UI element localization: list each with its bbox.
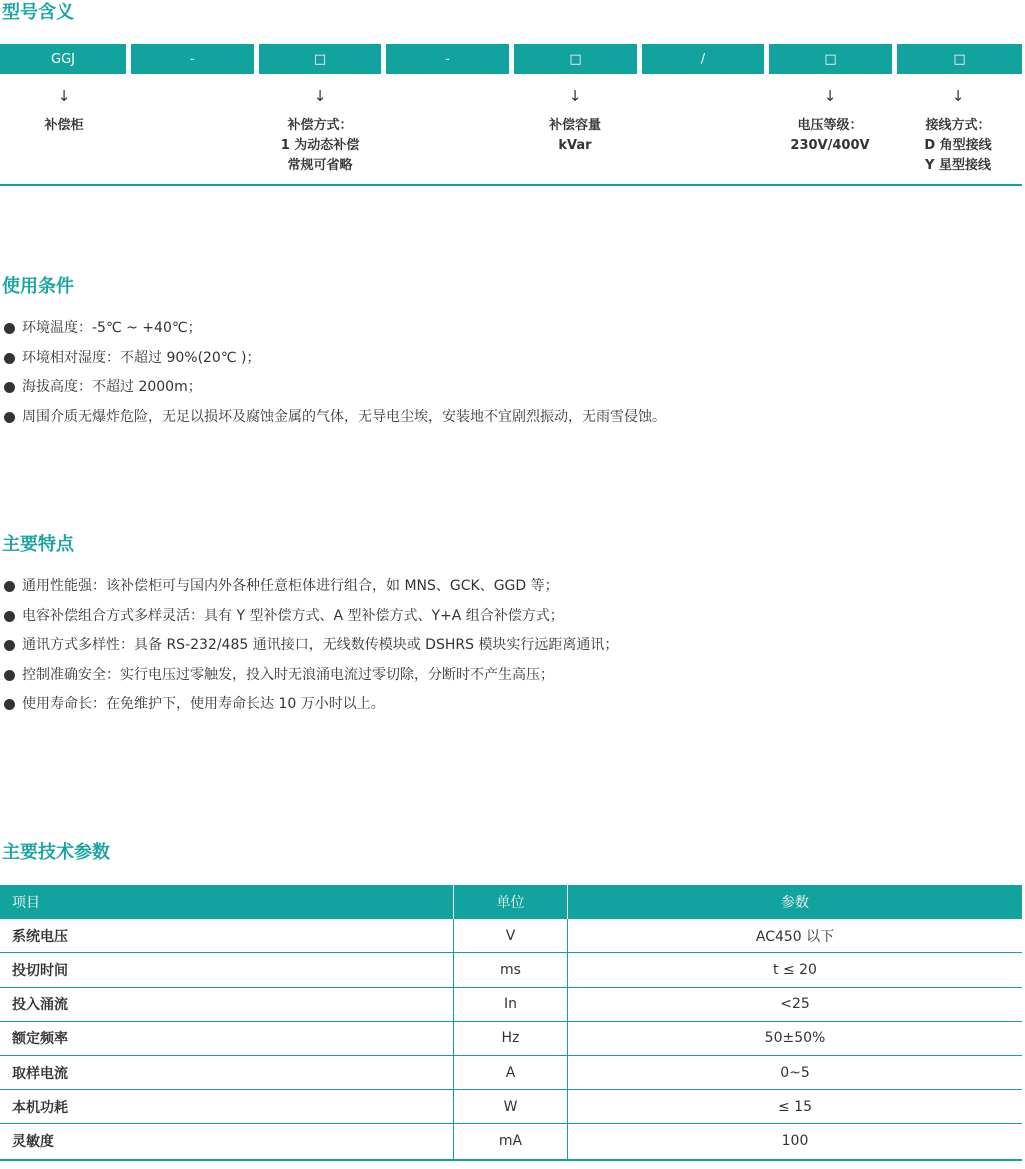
table-header-row — [0, 885, 1022, 919]
cell-item: 取样电流 — [0, 1056, 454, 1089]
table-row — [0, 1022, 1022, 1056]
cell-item: 灵敏度 — [0, 1124, 454, 1158]
list-item: 电容补偿组合方式多样灵活：具有 Y 型补偿方式、A 型补偿方式、Y+A 组合补偿方式； — [4, 606, 618, 636]
section-title-features: 主要特点 — [2, 534, 74, 555]
cell-item: 系统电压 — [0, 919, 454, 952]
desc-line: 电压等级： — [797, 118, 863, 133]
list-item: 环境相对湿度：不超过 90%(20℃ )； — [4, 348, 666, 378]
list-item: 周围介质无爆炸危险，无足以损坏及腐蚀金属的气体，无导电尘埃，安装地不宜剧烈振动，无雨雪侵蚀。 — [4, 407, 666, 437]
cell-value: AC450 以下 — [755, 928, 835, 945]
down-arrow-icon: ↓ — [568, 87, 582, 105]
header-cell-unit: 单位 — [454, 885, 568, 919]
list-item: 控制准确安全：实行电压过零触发，投入时无浪涌电流过零切除，分断时不产生高压； — [4, 665, 618, 695]
bullet-icon — [4, 382, 15, 393]
down-arrow-icon: ↓ — [823, 87, 837, 105]
cell-unit: mA — [454, 1124, 568, 1158]
model-desc-wiring — [894, 86, 1022, 176]
list-item: 通用性能强：该补偿柜可与国内外各种任意柜体进行组合，如 MNS、GCK、GGD 等； — [4, 576, 618, 606]
table-row — [0, 919, 1022, 953]
cell-unit: In — [454, 988, 568, 1021]
cell-unit: A — [454, 1056, 568, 1089]
bullet-icon — [4, 611, 15, 622]
section-title-conditions: 使用条件 — [2, 276, 74, 297]
parameters-table — [0, 885, 1022, 1161]
cell-unit: Hz — [454, 1022, 568, 1055]
table-row — [0, 1090, 1022, 1124]
desc-line: 补偿柜 — [44, 118, 84, 133]
cell-unit: W — [454, 1090, 568, 1123]
desc-line: D 角型接线 — [924, 138, 992, 153]
bullet-icon — [4, 353, 15, 364]
bullet-icon — [4, 670, 15, 681]
bullet-icon — [4, 581, 15, 592]
cell-value: 0~5 — [780, 1064, 810, 1081]
model-code-bar — [0, 44, 1022, 74]
desc-line: kVar — [558, 138, 592, 153]
bullet-icon — [4, 323, 15, 334]
bullet-icon — [4, 412, 15, 423]
cell-item: 投入涌流 — [0, 988, 454, 1021]
table-row — [0, 953, 1022, 987]
model-cell-2: - — [131, 44, 254, 74]
desc-line: Y 星型接线 — [925, 158, 991, 173]
model-cell-7: □ — [769, 44, 892, 74]
cell-value: ≤ 15 — [778, 1098, 812, 1115]
header-cell-item: 项目 — [0, 885, 454, 919]
conditions-list — [4, 318, 666, 436]
model-cell-6: / — [642, 44, 764, 74]
desc-line: 常规可省略 — [287, 158, 353, 173]
desc-line: 1 为动态补偿 — [280, 138, 360, 153]
cell-value: t ≤ 20 — [773, 961, 817, 978]
cell-value: 100 — [781, 1133, 809, 1150]
table-row — [0, 1124, 1022, 1158]
cell-unit: V — [454, 919, 568, 952]
divider — [0, 184, 1022, 186]
desc-line: 补偿方式： — [287, 118, 353, 133]
cell-unit: ms — [454, 953, 568, 986]
desc-line: 补偿容量 — [548, 118, 601, 133]
cell-value: <25 — [780, 996, 810, 1013]
model-desc-capacity — [511, 86, 639, 156]
list-item: 通讯方式多样性：具备 RS-232/485 通讯接口，无线数传模块或 DSHRS 模块实行远距离通讯； — [4, 635, 618, 665]
model-desc-voltage — [766, 86, 894, 156]
cell-value: 50±50% — [764, 1030, 826, 1047]
model-desc-compensation-mode — [256, 86, 384, 176]
cell-item: 投切时间 — [0, 953, 454, 986]
list-item: 使用寿命长：在免维护下，使用寿命长达 10 万小时以上。 — [4, 694, 618, 724]
model-cell-4: - — [386, 44, 509, 74]
down-arrow-icon: ↓ — [313, 87, 327, 105]
cell-item: 本机功耗 — [0, 1090, 454, 1123]
desc-line: 接线方式： — [925, 118, 991, 133]
list-item: 环境温度：-5℃ ~ +40℃； — [4, 318, 666, 348]
model-cell-5: □ — [514, 44, 637, 74]
model-cell-3: □ — [259, 44, 381, 74]
model-desc-cabinet — [0, 86, 128, 136]
down-arrow-icon: ↓ — [57, 87, 71, 105]
table-row — [0, 988, 1022, 1022]
model-cell-8: □ — [897, 44, 1022, 74]
features-list — [4, 576, 618, 724]
model-cell-1: GGJ — [0, 44, 126, 74]
table-row — [0, 1056, 1022, 1090]
bullet-icon — [4, 699, 15, 710]
cell-item: 额定频率 — [0, 1022, 454, 1055]
desc-line: 230V/400V — [790, 138, 870, 153]
section-title-parameters: 主要技术参数 — [2, 842, 110, 863]
section-title-model: 型号含义 — [2, 2, 74, 23]
bullet-icon — [4, 640, 15, 651]
down-arrow-icon: ↓ — [951, 87, 965, 105]
header-cell-value: 参数 — [781, 895, 809, 912]
list-item: 海拔高度：不超过 2000m； — [4, 377, 666, 407]
